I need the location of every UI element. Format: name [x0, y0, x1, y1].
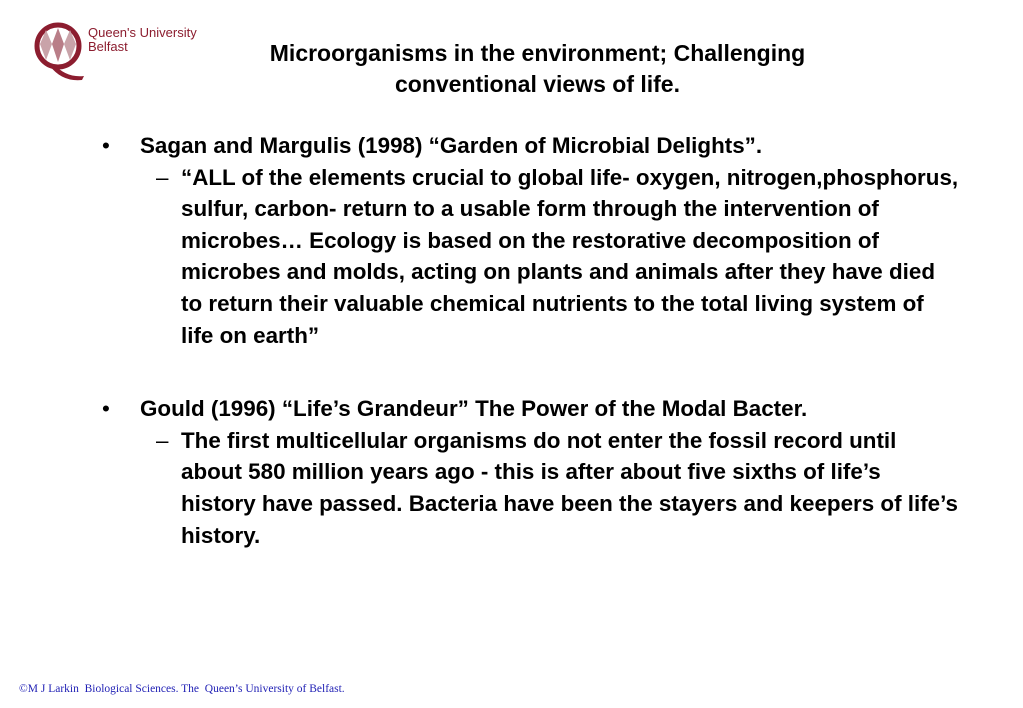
sub-bullet-item: [100, 425, 960, 551]
slide-body: [100, 130, 960, 551]
queens-crest-q-icon: [32, 22, 88, 84]
bullet-text: Gould (1996) “Life’s Grandeur” The Power of the Modal Bacter.: [140, 396, 808, 422]
university-logo: [32, 22, 200, 84]
dash-marker: –: [156, 427, 169, 453]
title-line-2: conventional views of life.: [394, 71, 680, 97]
sub-bullet-text: “ALL of the elements crucial to global life- oxygen, nitrogen,phosphorus, sulfur, carbon- return to a usable form through the intervention of microbes… Ecology is based on the restorative decomposition of microbes and molds, acting on plants and animals after they have died to return their valuable chemical nutrients to the total living system of life on earth”: [181, 164, 959, 348]
footer-copyright: ©M J Larkin Biological Sciences. The Queen’s University of Belfast.: [19, 683, 345, 695]
title-line-1: Microorganisms in the environment; Challenging: [269, 40, 806, 66]
logo-line-1: Queen's University: [88, 25, 197, 40]
logo-line-2: Belfast: [88, 39, 128, 54]
spacer: [100, 351, 960, 393]
bullet-item: [100, 130, 960, 162]
bullet-marker: •: [102, 133, 110, 158]
bullet-marker: •: [102, 396, 110, 422]
dash-marker: –: [156, 164, 169, 190]
sub-bullet-item: [100, 162, 960, 352]
slide-title: [180, 38, 895, 100]
bullet-item: [100, 393, 960, 425]
bullet-text: Sagan and Margulis (1998) “Garden of Microbial Delights”.: [140, 133, 763, 158]
sub-bullet-text: The first multicellular organisms do not enter the fossil record until about 580 million years ago - this is after about five sixths of life’s history have passed. Bacteria have been the stayers and keepers of life’s history.: [181, 427, 958, 548]
